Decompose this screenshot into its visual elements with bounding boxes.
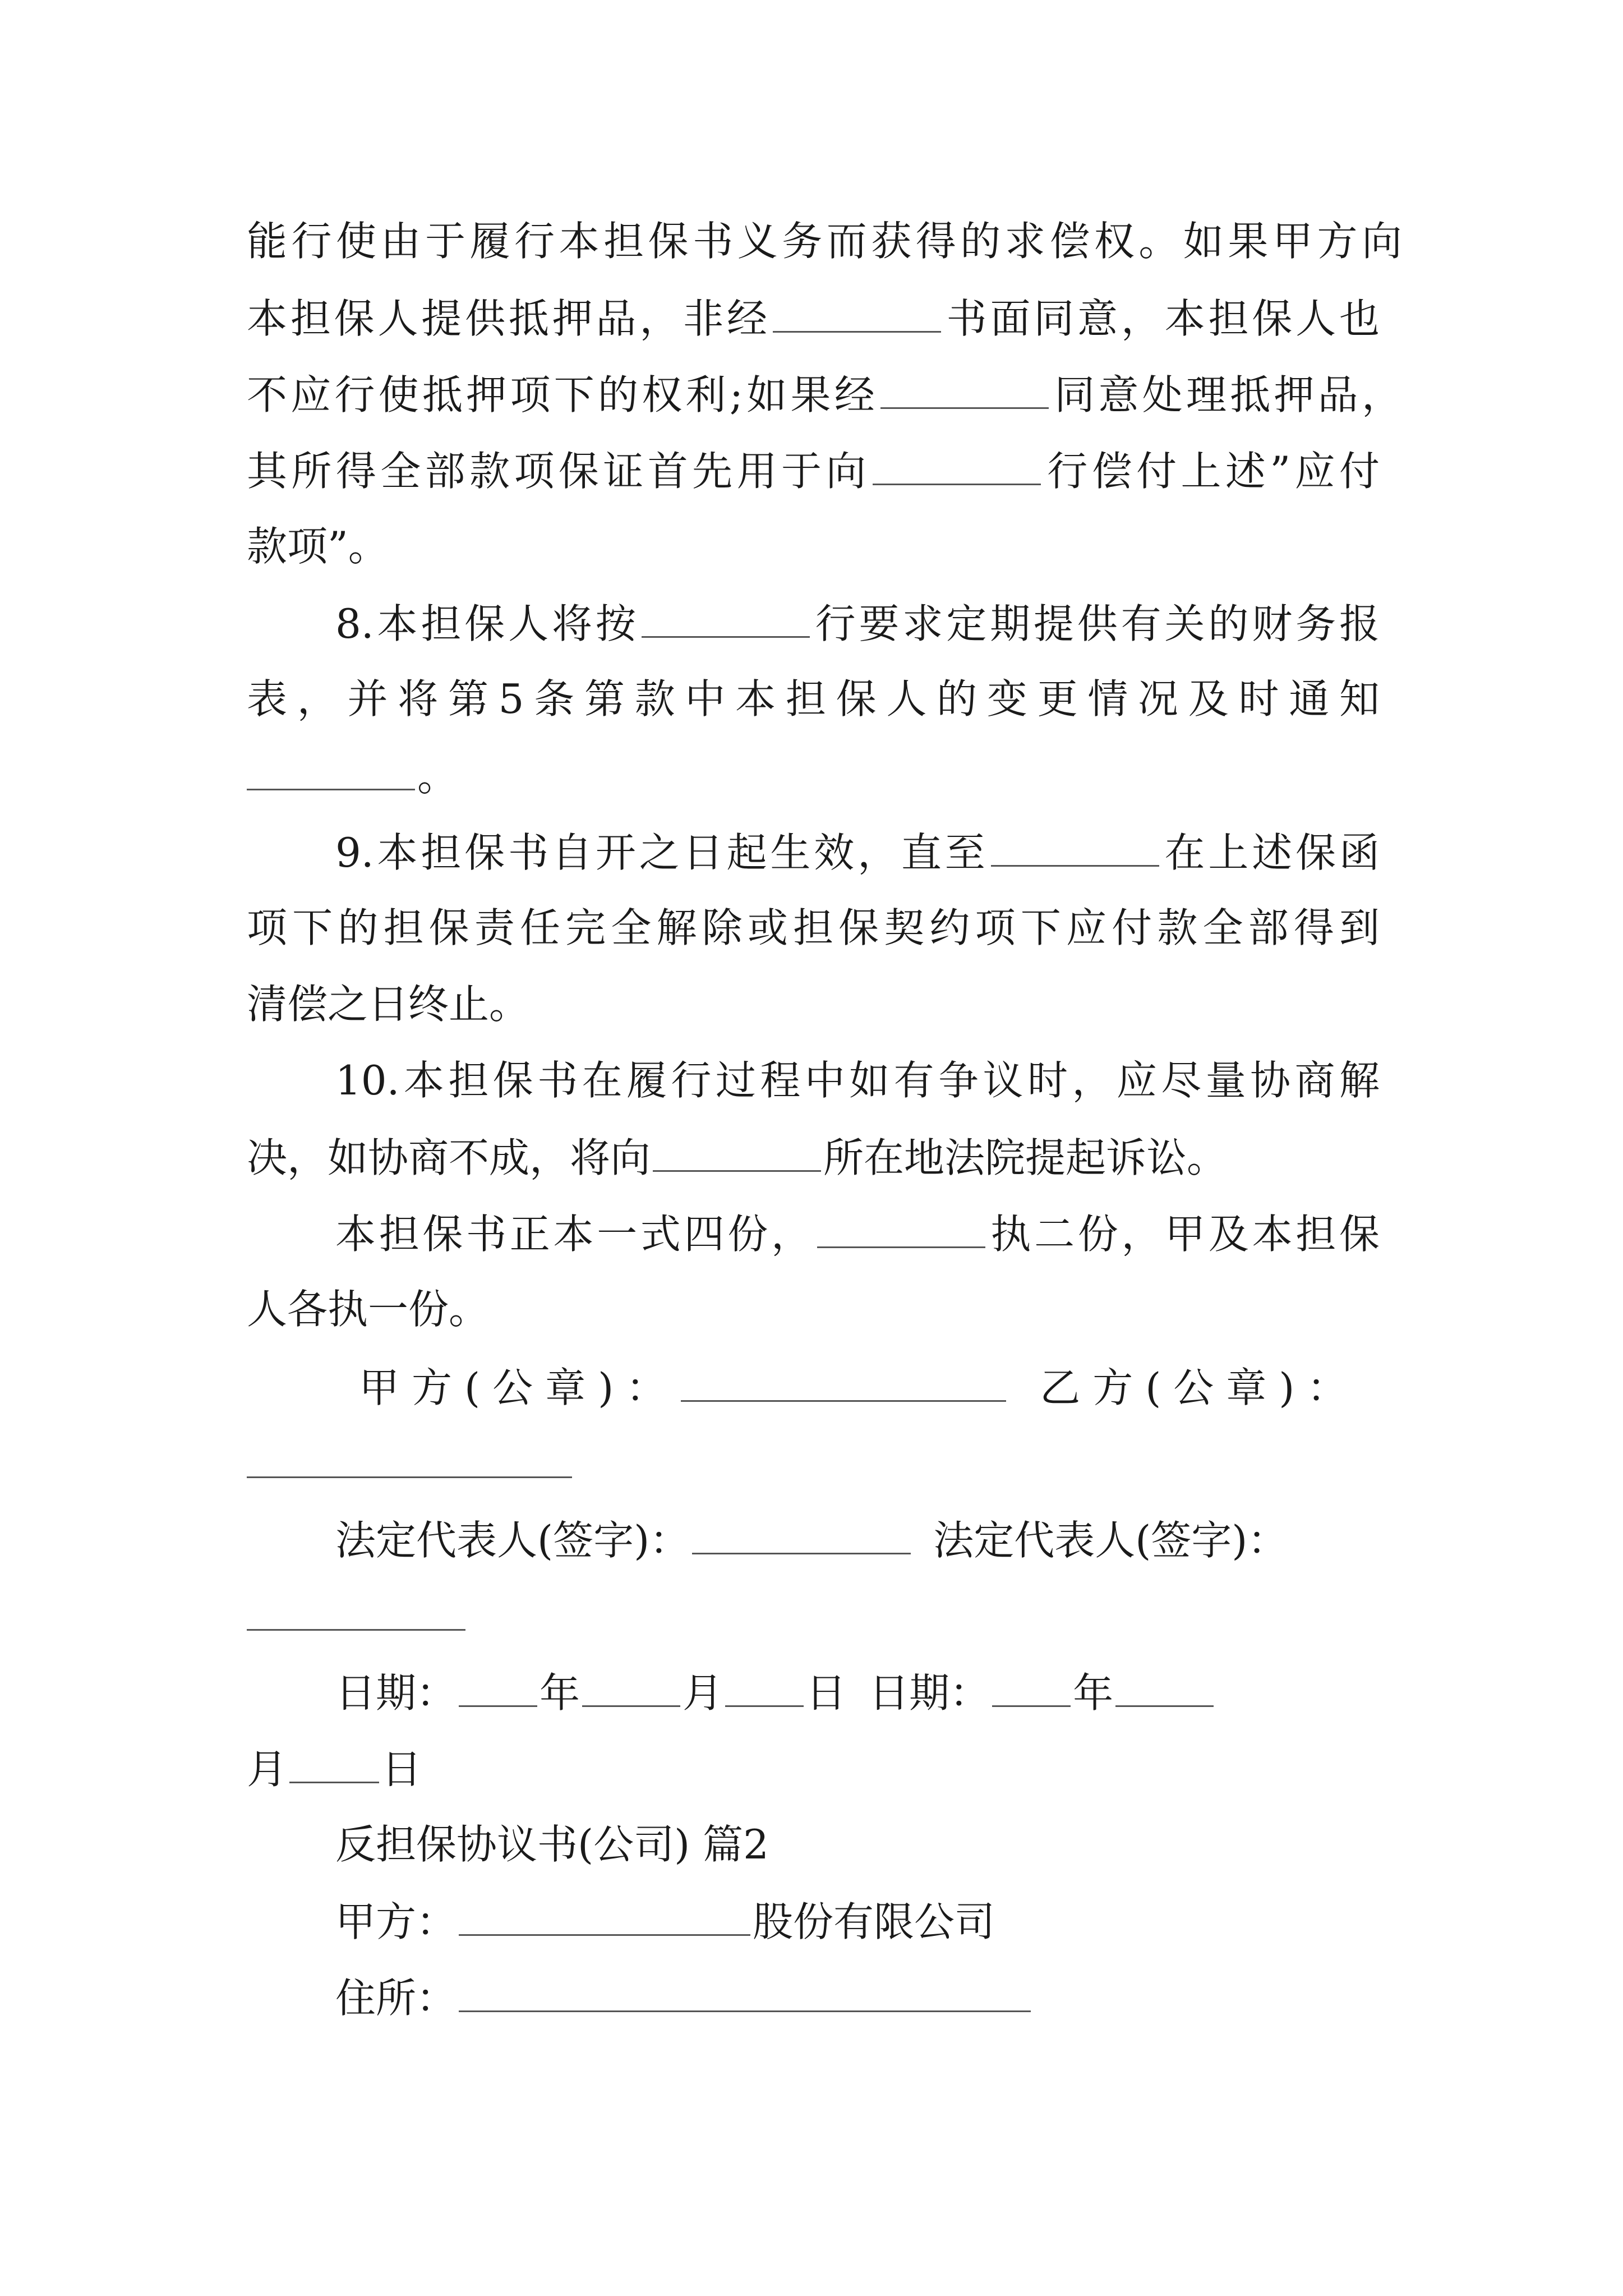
text: 。 bbox=[417, 753, 458, 800]
date-line-continued bbox=[247, 1741, 422, 1797]
text: 书面同意，本担保人也 bbox=[943, 295, 1380, 342]
paragraph-line bbox=[247, 291, 1380, 347]
text: 款项”。 bbox=[247, 523, 389, 570]
paragraph-line bbox=[335, 596, 1380, 652]
party-a-seal-label: 甲方(公章)： bbox=[359, 1364, 679, 1411]
text: 其所得全部款项保证首先用于向 bbox=[247, 448, 870, 495]
text: 不应行使抵押项下的权利;如果经 bbox=[247, 371, 878, 418]
paragraph-line bbox=[247, 748, 458, 804]
month-blank[interactable] bbox=[1115, 1665, 1214, 1707]
text: 所在地法院提起诉讼。 bbox=[823, 1134, 1228, 1181]
text: 清偿之日终止。 bbox=[247, 981, 530, 1028]
year-label: 年 bbox=[1073, 1669, 1114, 1717]
address-label: 住所： bbox=[335, 1975, 457, 2022]
month-label: 月 bbox=[247, 1746, 288, 1793]
paragraph-line bbox=[247, 214, 1402, 270]
representative-blank-line bbox=[247, 1589, 468, 1645]
paragraph-line bbox=[247, 443, 1380, 499]
party-a-label: 甲方： bbox=[335, 1898, 457, 1945]
text: 本担保人提供抵押品，非经 bbox=[247, 295, 771, 342]
party-b-seal-blank[interactable] bbox=[247, 1436, 572, 1478]
year-blank[interactable] bbox=[459, 1665, 537, 1707]
paragraph-line bbox=[247, 367, 1402, 423]
rep-a-blank[interactable] bbox=[692, 1512, 911, 1554]
party-a-line bbox=[335, 1894, 995, 1950]
text: 在上述保函 bbox=[1161, 829, 1380, 876]
date-label: 日期： bbox=[335, 1669, 457, 1717]
rep-b-blank[interactable] bbox=[247, 1589, 465, 1631]
paragraph-line bbox=[335, 1206, 1380, 1262]
paragraph-line bbox=[335, 1053, 1380, 1110]
representative-line bbox=[335, 1512, 1288, 1568]
fill-blank[interactable] bbox=[873, 443, 1041, 485]
paragraph-line bbox=[247, 901, 1380, 957]
section-title: 反担保协议书(公司) 篇2 bbox=[335, 1821, 769, 1868]
fill-blank[interactable] bbox=[642, 596, 810, 638]
text: 10.本担保书在履行过程中如有争议时，应尽量协商解 bbox=[335, 1057, 1380, 1104]
text: 能行使由于履行本担保书义务而获得的求偿权。如果甲方向 bbox=[247, 218, 1402, 265]
text: 表，并将第5条第款中本担保人的变更情况及时通知 bbox=[247, 675, 1380, 723]
fill-blank[interactable] bbox=[991, 825, 1159, 867]
text: 行要求定期提供有关的财务报 bbox=[811, 600, 1380, 647]
text: 决，如协商不成，将向 bbox=[247, 1134, 651, 1181]
section-heading bbox=[335, 1818, 769, 1874]
text: 项下的担保责任完全解除或担保契约项下应付款全部得到 bbox=[247, 904, 1380, 951]
date-line bbox=[335, 1665, 1216, 1721]
text: 行偿付上述”应付 bbox=[1043, 448, 1380, 495]
text: 9.本担保书自开之日起生效，直至 bbox=[335, 829, 989, 876]
text: 执二份，甲及本担保 bbox=[987, 1211, 1380, 1258]
day-blank[interactable] bbox=[289, 1741, 379, 1783]
year-blank[interactable] bbox=[992, 1665, 1071, 1707]
address-blank[interactable] bbox=[459, 1970, 1031, 2012]
year-label: 年 bbox=[540, 1669, 580, 1717]
day-blank[interactable] bbox=[725, 1665, 804, 1707]
month-blank[interactable] bbox=[582, 1665, 680, 1707]
fill-blank[interactable] bbox=[247, 748, 415, 790]
rep-a-label: 法定代表人(签字)： bbox=[335, 1517, 690, 1564]
fill-blank[interactable] bbox=[817, 1206, 985, 1248]
date-label: 日期： bbox=[869, 1669, 990, 1717]
paragraph-line bbox=[335, 825, 1380, 881]
seal-line bbox=[359, 1360, 1359, 1416]
day-label: 日 bbox=[806, 1669, 847, 1717]
text: 本担保书正本一式四份， bbox=[335, 1211, 815, 1258]
text: 同意处理抵押品， bbox=[1051, 371, 1402, 418]
paragraph-line bbox=[247, 1130, 1227, 1186]
party-a-suffix: 股份有限公司 bbox=[753, 1898, 995, 1945]
fill-blank[interactable] bbox=[653, 1130, 821, 1172]
paragraph-line bbox=[247, 519, 389, 576]
text: 8.本担保人将按 bbox=[335, 600, 639, 647]
address-line bbox=[335, 1970, 1033, 2026]
day-label: 日 bbox=[381, 1746, 422, 1793]
paragraph-line bbox=[247, 672, 1380, 728]
party-a-seal-blank[interactable] bbox=[681, 1360, 1006, 1402]
paragraph-line bbox=[247, 1282, 489, 1338]
rep-b-label: 法定代表人(签字)： bbox=[933, 1517, 1288, 1564]
party-b-seal-label: 乙方(公章)： bbox=[1040, 1364, 1360, 1411]
paragraph-line bbox=[247, 977, 529, 1033]
month-label: 月 bbox=[683, 1669, 723, 1717]
fill-blank[interactable] bbox=[880, 367, 1049, 409]
seal-blank-line bbox=[247, 1436, 574, 1492]
fill-blank[interactable] bbox=[773, 291, 941, 333]
party-a-name-blank[interactable] bbox=[459, 1894, 750, 1936]
text: 人各执一份。 bbox=[247, 1286, 490, 1333]
